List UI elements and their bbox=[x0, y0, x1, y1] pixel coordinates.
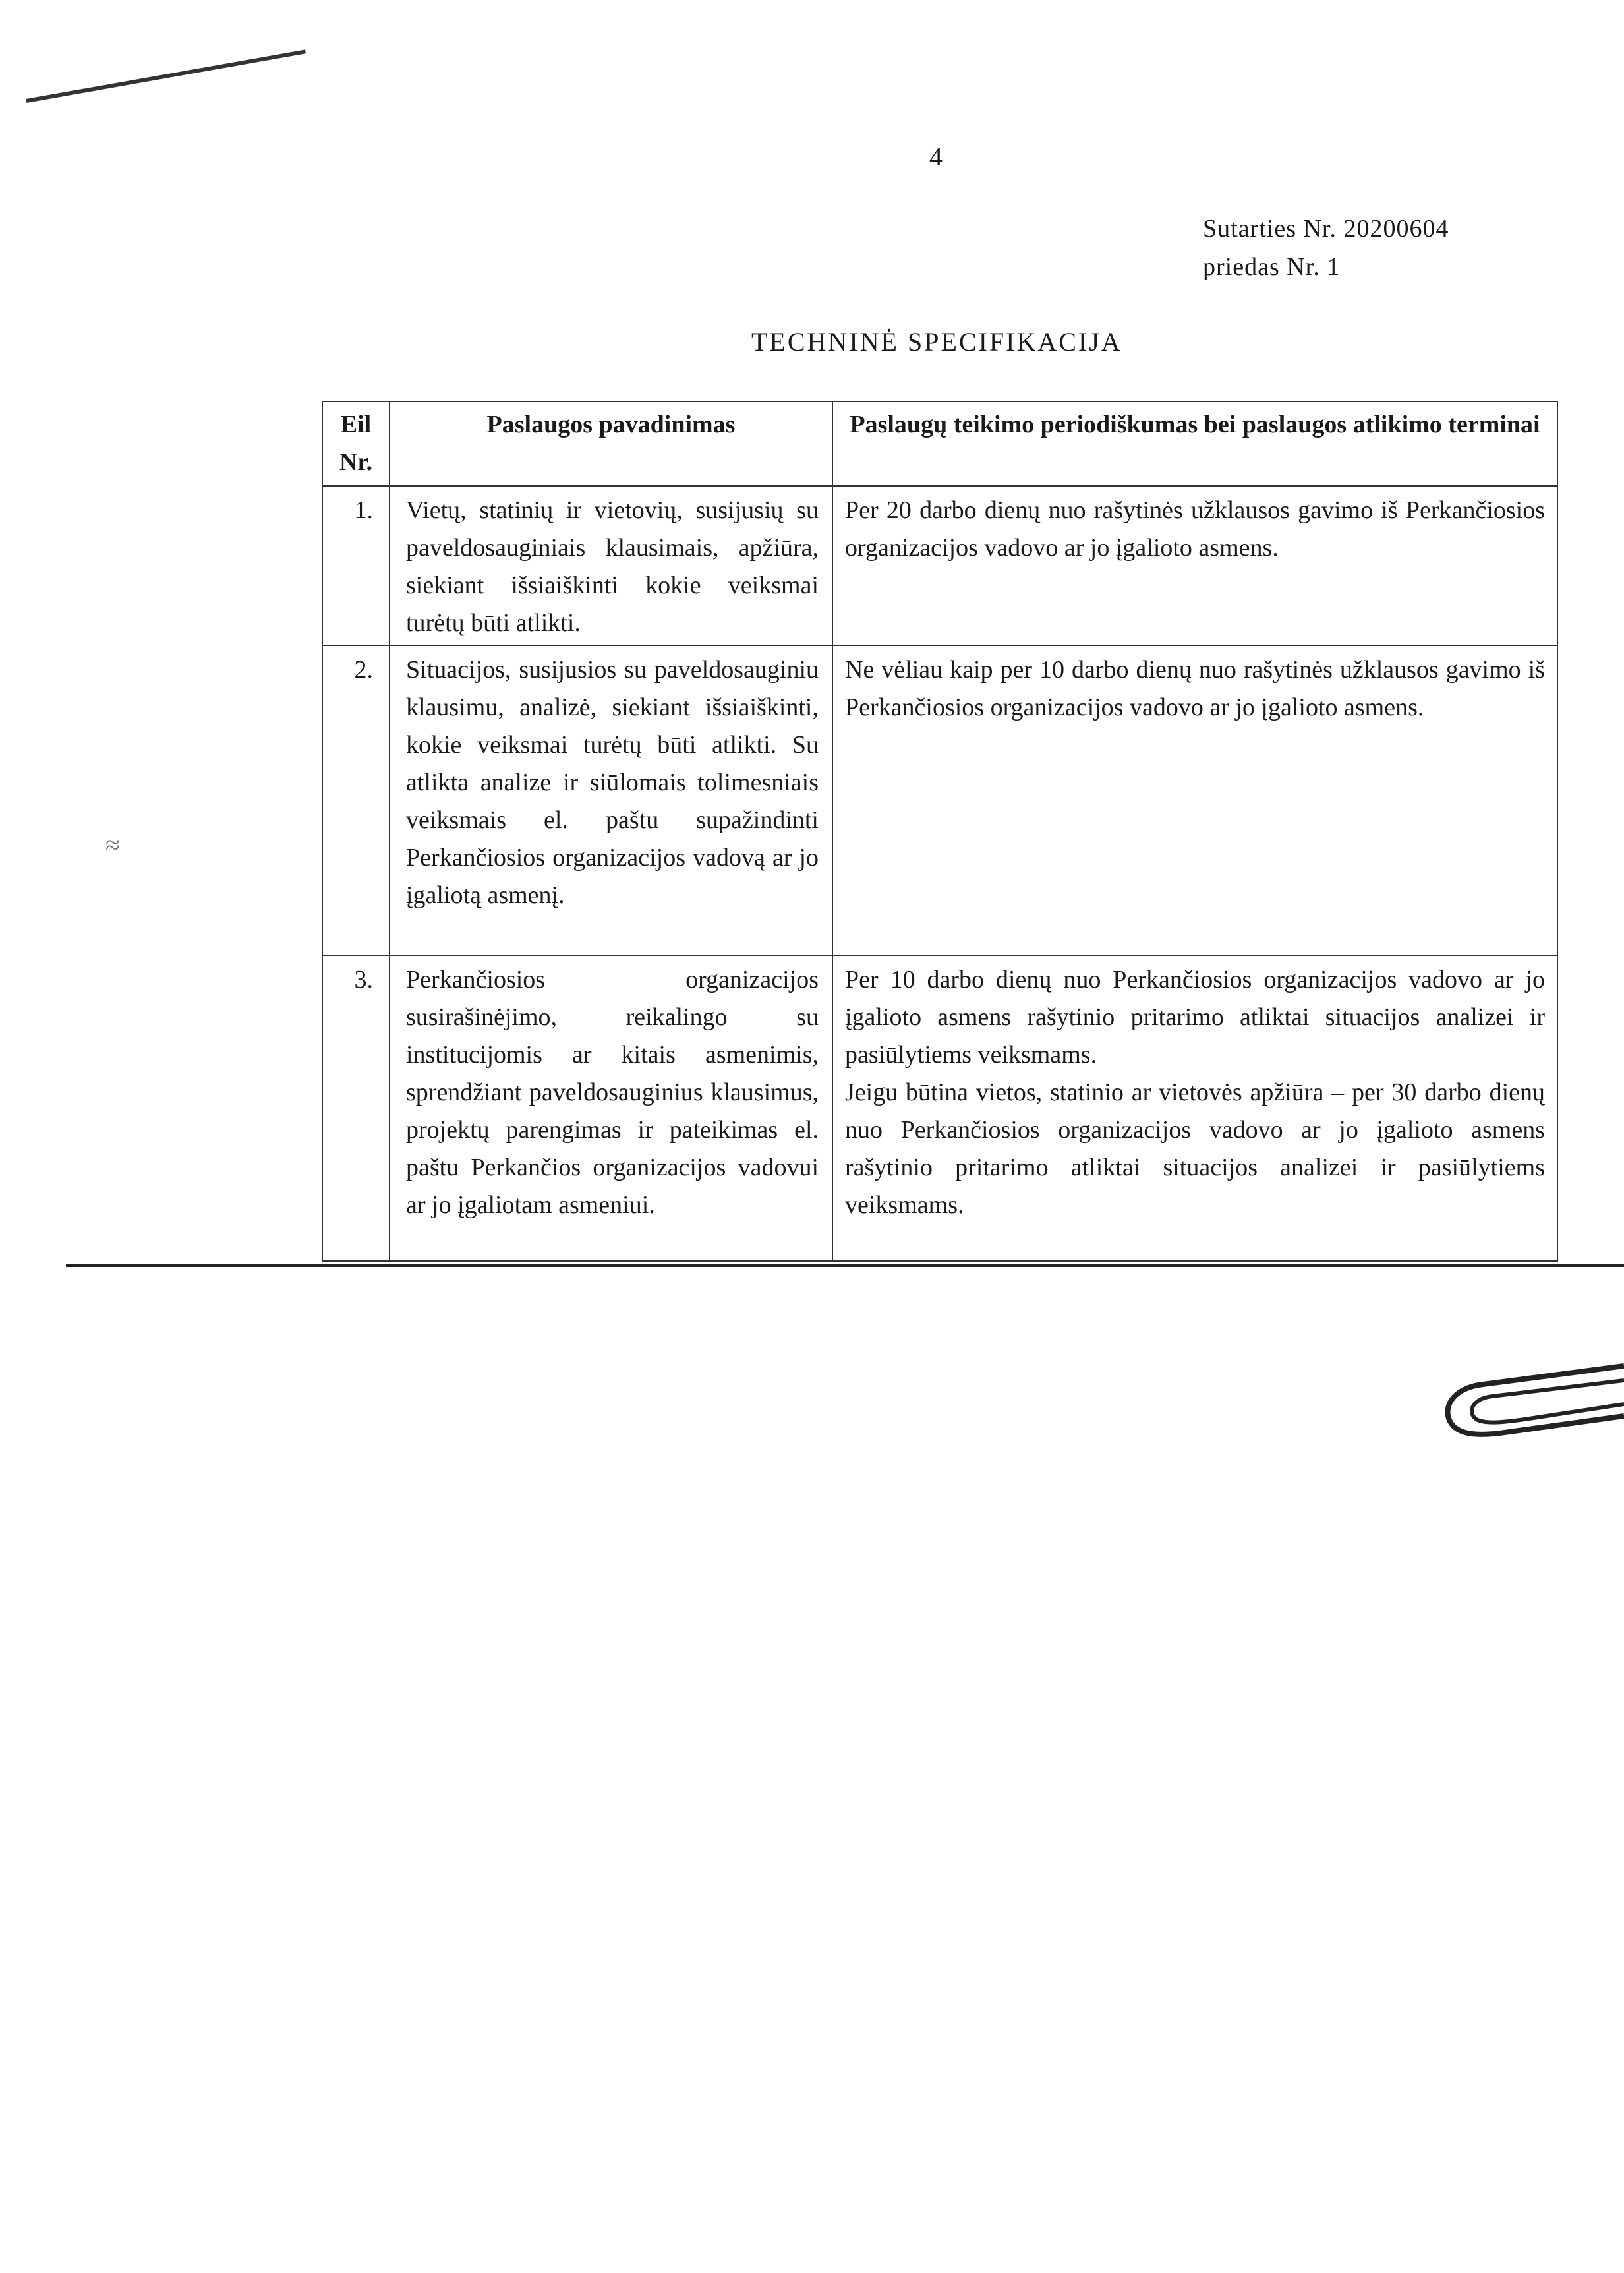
service-term bbox=[832, 486, 1557, 645]
row-number: 2. bbox=[322, 645, 390, 955]
appendix-reference bbox=[1203, 210, 1449, 286]
annex-number: priedas Nr. 1 bbox=[1203, 253, 1341, 281]
table-row bbox=[322, 645, 1557, 955]
service-term bbox=[832, 955, 1557, 1261]
header-name: Paslaugos pavadinimas bbox=[390, 401, 832, 486]
document-title: TECHNINĖ SPECIFIKACIJA bbox=[751, 327, 1122, 357]
header-term: Paslaugų teikimo periodiškumas bei paslaugos atlikimo terminai bbox=[832, 401, 1557, 486]
service-name: Perkančiosios organizacijos susirašinėjimo, reikalingo su institucijomis ar kitais asmenimis, sprendžiant paveldosauginius klausimus, projektų parengimas ir pateikimas el. paštu Perkančios organizacijos vadovui ar jo įgaliotam asmeniui. bbox=[390, 955, 832, 1261]
service-term bbox=[832, 645, 1557, 955]
page-number: 4 bbox=[929, 142, 942, 171]
service-name: Situacijos, susijusios su paveldosauginiu klausimu, analizė, siekiant išsiaiškinti, kokie veiksmai turėtų būti atlikti. Su atlikta analize ir siūlomais tolimesniais veiksmais el. paštu supažindinti Perkančiosios organizacijos vadovą ar jo įgaliotą asmenį. bbox=[390, 645, 832, 955]
table-row bbox=[322, 955, 1557, 1261]
table-header-row bbox=[322, 401, 1557, 486]
paperclip-icon bbox=[1437, 1358, 1624, 1450]
scan-smudge: ≈ bbox=[105, 830, 120, 860]
service-name: Vietų, statinių ir vietovių, susijusių su paveldosauginiais klausimais, apžiūra, siekiant išsiaiškinti kokie veiksmai turėtų būti atlikti. bbox=[390, 486, 832, 645]
row-number: 1. bbox=[322, 486, 390, 645]
specification-table bbox=[322, 401, 1558, 1262]
term-paragraph: Ne vėliau kaip per 10 darbo dienų nuo rašytinės užklausos gavimo iš Perkančiosios organizacijos vadovo ar jo įgalioto asmens. bbox=[845, 656, 1545, 721]
header-no: Eil Nr. bbox=[322, 401, 390, 486]
scan-edge-mark bbox=[26, 49, 306, 103]
term-paragraph: Per 20 darbo dienų nuo rašytinės užklausos gavimo iš Perkančiosios organizacijos vadovo ar jo įgalioto asmens. bbox=[845, 496, 1545, 562]
term-paragraph: Jeigu būtina vietos, statinio ar vietovės apžiūra – per 30 darbo dienų nuo Perkančiosios organizacijos vadovo ar jo įgalioto asmens rašytinio pritarimo atliktai situacijos analizei ir pasiūlytiems veiksmams. bbox=[845, 1078, 1545, 1219]
row-number: 3. bbox=[322, 955, 390, 1261]
term-paragraph: Per 10 darbo dienų nuo Perkančiosios organizacijos vadovo ar jo įgalioto asmens rašytinio pritarimo atliktai situacijos analizei ir pasiūlytiems veiksmams. bbox=[845, 966, 1545, 1069]
contract-number: Sutarties Nr. 20200604 bbox=[1203, 215, 1449, 243]
table-row bbox=[322, 486, 1557, 645]
page-divider bbox=[66, 1264, 1624, 1267]
